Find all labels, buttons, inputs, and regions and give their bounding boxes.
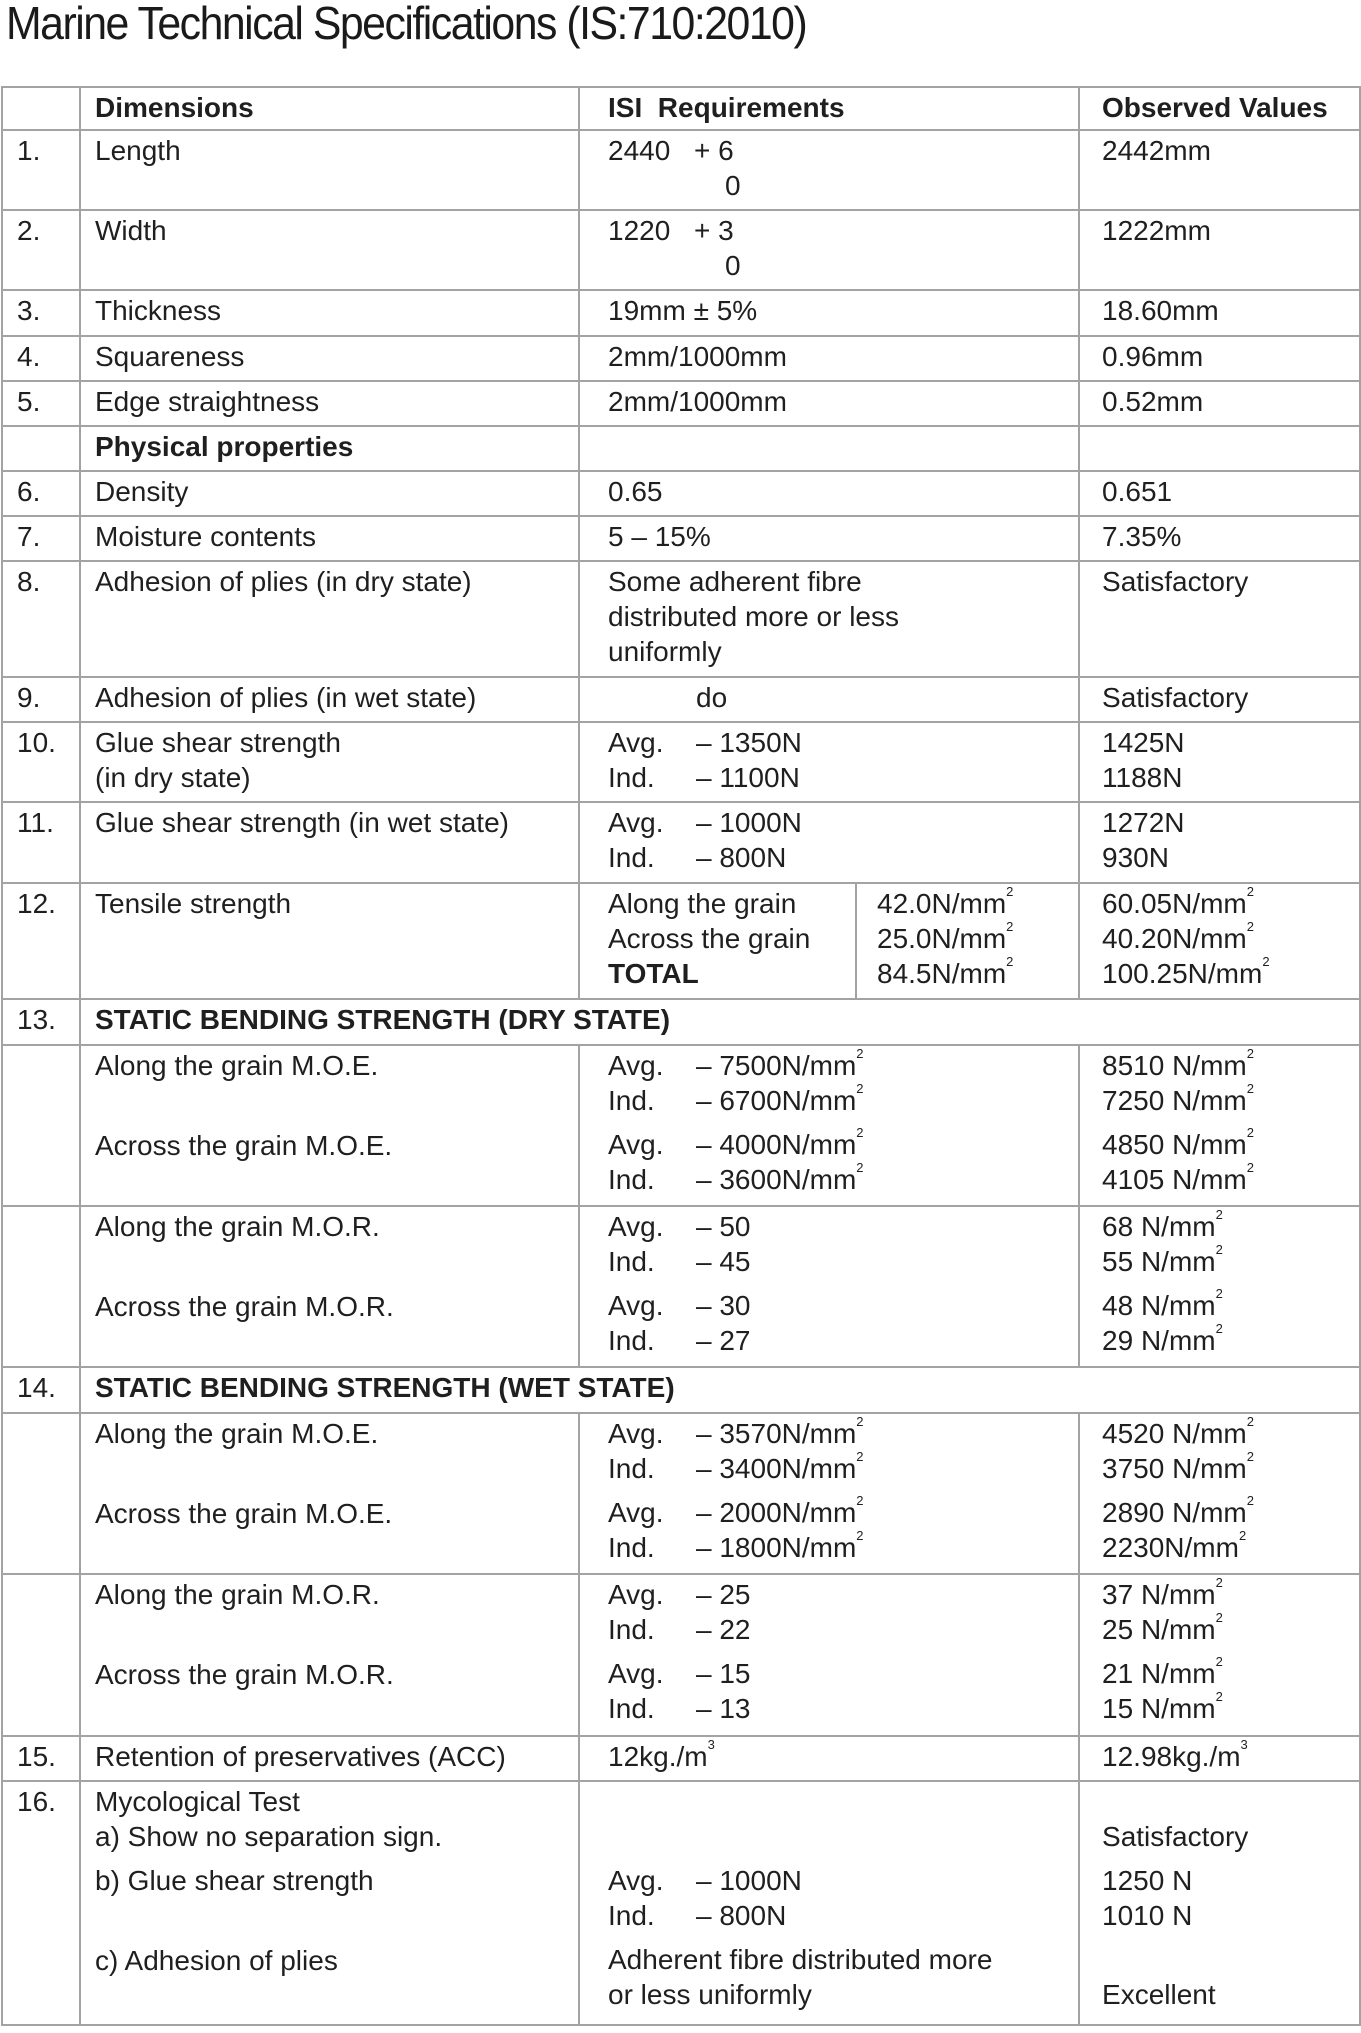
table-row bbox=[2, 130, 1360, 210]
row-observed: 1222mm bbox=[1079, 210, 1360, 290]
table-row bbox=[2, 1736, 1360, 1781]
row-observed: 7.35% bbox=[1079, 516, 1360, 561]
row-dimension: Glue shear strength (in dry state) bbox=[80, 722, 579, 802]
header-isi-requirements: ISI Requirements bbox=[579, 87, 1079, 130]
header-observed-values: Observed Values bbox=[1079, 87, 1360, 130]
row-dimension: Density bbox=[80, 471, 579, 516]
row-number: 10. bbox=[2, 722, 80, 802]
table-row bbox=[2, 883, 1360, 999]
table-row bbox=[2, 210, 1360, 290]
header-dimensions: Dimensions bbox=[80, 87, 579, 130]
row-number: 9. bbox=[2, 677, 80, 722]
row-dimension: Edge straightness bbox=[80, 381, 579, 426]
table-row bbox=[2, 677, 1360, 722]
row-dimension: Adhesion of plies (in wet state) bbox=[80, 677, 579, 722]
table-row bbox=[2, 336, 1360, 381]
row-requirement: 19mm ± 5% bbox=[579, 290, 1079, 336]
row-observed: 4520 $N/mm^2$ 3750 $N/mm^2$ 2890 $N/mm^2$ $2230N/mm^2$ bbox=[1079, 1413, 1360, 1574]
table-row bbox=[2, 1574, 1360, 1736]
section-heading: Physical properties bbox=[80, 426, 579, 471]
row-requirement: Avg. – 1350N Ind. – 1100N bbox=[579, 722, 1079, 802]
row-requirement: Avg. – $7500N/mm^2$ Ind. – $6700N/mm^2$ Avg. – $4000N/mm^2$ Ind. – $3600N/mm^2$ bbox=[579, 1045, 1079, 1206]
row-observed: $60.05N/mm^2$ $40.20N/mm^2$ $100.25N/mm^2$ bbox=[1079, 883, 1360, 999]
row-requirement: 2mm/1000mm bbox=[579, 336, 1079, 381]
table-row bbox=[2, 561, 1360, 677]
row-dimension: Width bbox=[80, 210, 579, 290]
row-observed: 2442mm bbox=[1079, 130, 1360, 210]
row-observed: 0.52mm bbox=[1079, 381, 1360, 426]
table-row bbox=[2, 516, 1360, 561]
row-requirement: 2440 + 6 0 bbox=[579, 130, 1079, 210]
table-row bbox=[2, 802, 1360, 883]
row-number: 4. bbox=[2, 336, 80, 381]
page-title: Marine Technical Specifications (IS:710:2010) bbox=[6, 0, 807, 49]
section-row-wet-bending bbox=[2, 1367, 1360, 1413]
table-row bbox=[2, 1045, 1360, 1206]
row-requirement: 0.65 bbox=[579, 471, 1079, 516]
table-row bbox=[2, 1206, 1360, 1367]
row-requirement: do bbox=[579, 677, 1079, 722]
row-number: 5. bbox=[2, 381, 80, 426]
row-requirement: Avg. – 1000N Ind. – 800N bbox=[579, 802, 1079, 883]
row-number: 16. bbox=[2, 1781, 80, 2025]
table-row bbox=[2, 722, 1360, 802]
table-row bbox=[2, 1781, 1360, 2025]
table-row bbox=[2, 381, 1360, 426]
row-observed: 0.651 bbox=[1079, 471, 1360, 516]
row-number: 3. bbox=[2, 290, 80, 336]
row-observed: 68 $N/mm^2$ 55 $N/mm^2$ 48 $N/mm^2$ 29 $N/mm^2$ bbox=[1079, 1206, 1360, 1367]
row-requirement: Avg. – 25 Ind. – 22 Avg. – 15 Ind. – 13 bbox=[579, 1574, 1079, 1736]
row-dimension: Retention of preservatives (ACC) bbox=[80, 1736, 579, 1781]
section-row-dry-bending bbox=[2, 999, 1360, 1045]
header-row bbox=[2, 87, 1360, 130]
row-dimension: Thickness bbox=[80, 290, 579, 336]
row-dimension: Glue shear strength (in wet state) bbox=[80, 802, 579, 883]
section-row-physical bbox=[2, 426, 1360, 471]
row-dimension: Along the grain M.O.R. Across the grain M.O.R. bbox=[80, 1574, 579, 1736]
section-heading: STATIC BENDING STRENGTH (DRY STATE) bbox=[80, 999, 1360, 1045]
row-observed: 0.96mm bbox=[1079, 336, 1360, 381]
row-observed: 37 $N/mm^2$ 25 $N/mm^2$ 21 $N/mm^2$ 15 $N/mm^2$ bbox=[1079, 1574, 1360, 1736]
row-dimension: Along the grain M.O.R. Across the grain M.O.R. bbox=[80, 1206, 579, 1367]
row-requirement: 2mm/1000mm bbox=[579, 381, 1079, 426]
row-number: 13. bbox=[2, 999, 80, 1045]
row-requirement: Avg. – $3570N/mm^2$ Ind. – $3400N/mm^2$ Avg. – $2000N/mm^2$ Ind. – $1800N/mm^2$ bbox=[579, 1413, 1079, 1574]
row-observed: 18.60mm bbox=[1079, 290, 1360, 336]
row-number: 15. bbox=[2, 1736, 80, 1781]
row-observed: Satisfactory 1250 N 1010 N Excellent bbox=[1079, 1781, 1360, 2025]
row-number: 12. bbox=[2, 883, 80, 999]
row-number: 14. bbox=[2, 1367, 80, 1413]
row-dimension: Moisture contents bbox=[80, 516, 579, 561]
section-heading: STATIC BENDING STRENGTH (WET STATE) bbox=[80, 1367, 1360, 1413]
row-observed: 1425N 1188N bbox=[1079, 722, 1360, 802]
row-requirement: Avg. – 50 Ind. – 45 Avg. – 30 Ind. – 27 bbox=[579, 1206, 1079, 1367]
row-requirement-values: $42.0N/mm^2$ $25.0N/mm^2$ $84.5N/mm^2$ bbox=[856, 883, 1079, 999]
row-requirement: 5 – 15% bbox=[579, 516, 1079, 561]
table-row bbox=[2, 471, 1360, 516]
row-number: 8. bbox=[2, 561, 80, 677]
row-observed: Satisfactory bbox=[1079, 561, 1360, 677]
row-observed: 1272N 930N bbox=[1079, 802, 1360, 883]
row-dimension: Tensile strength bbox=[80, 883, 579, 999]
row-dimension: Adhesion of plies (in dry state) bbox=[80, 561, 579, 677]
row-dimension: Squareness bbox=[80, 336, 579, 381]
row-observed: $12.98kg./m^3$ bbox=[1079, 1736, 1360, 1781]
row-number: 6. bbox=[2, 471, 80, 516]
row-requirement: 1220 + 3 0 bbox=[579, 210, 1079, 290]
row-number: 7. bbox=[2, 516, 80, 561]
table-row bbox=[2, 290, 1360, 336]
row-dimension: Length bbox=[80, 130, 579, 210]
row-requirement-labels: Along the grain Across the grain TOTAL bbox=[579, 883, 856, 999]
row-dimension: Along the grain M.O.E. Across the grain M.O.E. bbox=[80, 1413, 579, 1574]
row-observed: Satisfactory bbox=[1079, 677, 1360, 722]
row-requirement: Some adherent fibre distributed more or less uniformly bbox=[579, 561, 1079, 677]
row-dimension: Mycological Test a) Show no separation sign. b) Glue shear strength c) Adhesion of plies bbox=[80, 1781, 579, 2025]
row-observed: 8510 $N/mm^2$ 7250 $N/mm^2$ 4850 $N/mm^2$ 4105 $N/mm^2$ bbox=[1079, 1045, 1360, 1206]
row-number: 11. bbox=[2, 802, 80, 883]
row-number: 2. bbox=[2, 210, 80, 290]
row-requirement: $12kg./m^3$ bbox=[579, 1736, 1079, 1781]
row-dimension: Along the grain M.O.E. Across the grain M.O.E. bbox=[80, 1045, 579, 1206]
row-requirement: Avg. – 1000N Ind. – 800N Adherent fibre distributed more or less uniformly bbox=[579, 1781, 1079, 2025]
table-row bbox=[2, 1413, 1360, 1574]
row-number: 1. bbox=[2, 130, 80, 210]
spec-table bbox=[1, 86, 1361, 2026]
